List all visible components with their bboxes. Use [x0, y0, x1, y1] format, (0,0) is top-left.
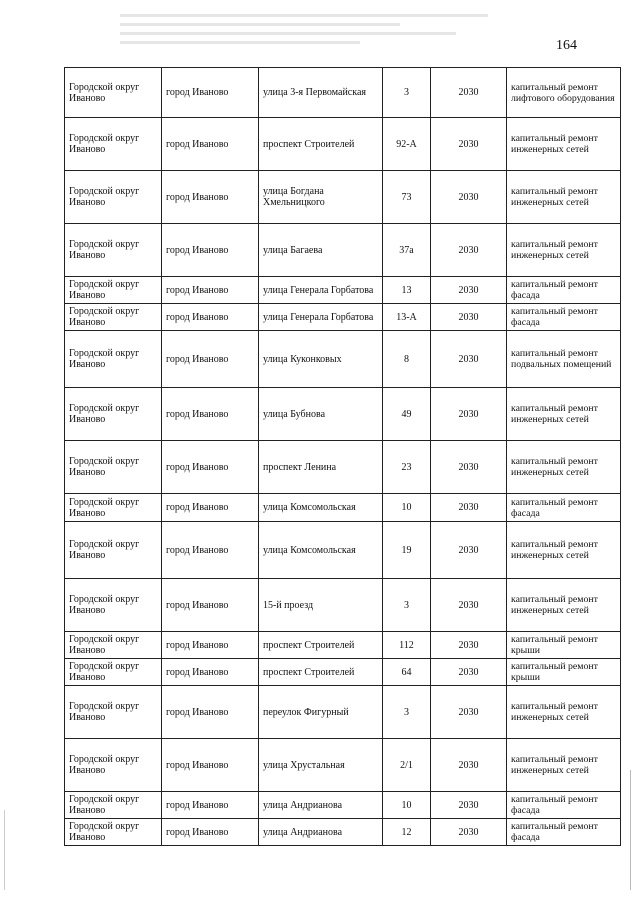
work-type-cell: капитальный ремонт инженерных сетей	[507, 224, 621, 277]
year-cell: 2030	[431, 632, 507, 659]
scan-edge-line-left	[4, 810, 5, 890]
work-type-cell: капитальный ремонт инженерных сетей	[507, 388, 621, 441]
street-cell: улица Куконковых	[259, 331, 383, 388]
house-number-cell: 49	[383, 388, 431, 441]
table-row	[65, 819, 621, 846]
year-cell: 2030	[431, 739, 507, 792]
table-row	[65, 304, 621, 331]
street-cell: улица Богдана Хмельницкого	[259, 171, 383, 224]
year-cell: 2030	[431, 686, 507, 739]
okrug-cell: Городской округ Иваново	[65, 388, 162, 441]
work-type-cell: капитальный ремонт фасада	[507, 277, 621, 304]
street-cell: улица Андрианова	[259, 819, 383, 846]
table-row	[65, 224, 621, 277]
okrug-cell: Городской округ Иваново	[65, 739, 162, 792]
work-type-cell: капитальный ремонт инженерных сетей	[507, 522, 621, 579]
table-row	[65, 579, 621, 632]
year-cell: 2030	[431, 304, 507, 331]
street-cell: улица 3-я Первомайская	[259, 68, 383, 118]
work-type-cell: капитальный ремонт инженерных сетей	[507, 686, 621, 739]
table-row	[65, 441, 621, 494]
okrug-cell: Городской округ Иваново	[65, 441, 162, 494]
table-row	[65, 686, 621, 739]
house-number-cell: 64	[383, 659, 431, 686]
city-cell: город Иваново	[162, 224, 259, 277]
house-number-cell: 3	[383, 686, 431, 739]
house-number-cell: 3	[383, 68, 431, 118]
street-cell: улица Комсомольская	[259, 522, 383, 579]
okrug-cell: Городской округ Иваново	[65, 522, 162, 579]
repair-registry-table	[64, 67, 621, 846]
work-type-cell: капитальный ремонт фасада	[507, 792, 621, 819]
okrug-cell: Городской округ Иваново	[65, 224, 162, 277]
city-cell: город Иваново	[162, 388, 259, 441]
table-row	[65, 792, 621, 819]
city-cell: город Иваново	[162, 441, 259, 494]
page-number: 164	[556, 38, 577, 53]
work-type-cell: капитальный ремонт крыши	[507, 632, 621, 659]
street-cell: улица Андрианова	[259, 792, 383, 819]
faded-print-through	[120, 8, 520, 58]
house-number-cell: 8	[383, 331, 431, 388]
okrug-cell: Городской округ Иваново	[65, 304, 162, 331]
okrug-cell: Городской округ Иваново	[65, 171, 162, 224]
street-cell: улица Генерала Горбатова	[259, 277, 383, 304]
year-cell: 2030	[431, 388, 507, 441]
okrug-cell: Городской округ Иваново	[65, 118, 162, 171]
year-cell: 2030	[431, 171, 507, 224]
house-number-cell: 13-А	[383, 304, 431, 331]
street-cell: улица Бубнова	[259, 388, 383, 441]
okrug-cell: Городской округ Иваново	[65, 659, 162, 686]
work-type-cell: капитальный ремонт крыши	[507, 659, 621, 686]
street-cell: проспект Строителей	[259, 632, 383, 659]
street-cell: улица Багаева	[259, 224, 383, 277]
okrug-cell: Городской округ Иваново	[65, 277, 162, 304]
city-cell: город Иваново	[162, 331, 259, 388]
street-cell: улица Комсомольская	[259, 494, 383, 522]
year-cell: 2030	[431, 331, 507, 388]
house-number-cell: 92-А	[383, 118, 431, 171]
street-cell: переулок Фигурный	[259, 686, 383, 739]
okrug-cell: Городской округ Иваново	[65, 331, 162, 388]
house-number-cell: 3	[383, 579, 431, 632]
okrug-cell: Городской округ Иваново	[65, 792, 162, 819]
okrug-cell: Городской округ Иваново	[65, 68, 162, 118]
work-type-cell: капитальный ремонт инженерных сетей	[507, 739, 621, 792]
work-type-cell: капитальный ремонт инженерных сетей	[507, 171, 621, 224]
city-cell: город Иваново	[162, 686, 259, 739]
okrug-cell: Городской округ Иваново	[65, 579, 162, 632]
table-row	[65, 331, 621, 388]
year-cell: 2030	[431, 659, 507, 686]
house-number-cell: 13	[383, 277, 431, 304]
year-cell: 2030	[431, 224, 507, 277]
table-row	[65, 739, 621, 792]
okrug-cell: Городской округ Иваново	[65, 686, 162, 739]
table-row	[65, 388, 621, 441]
okrug-cell: Городской округ Иваново	[65, 819, 162, 846]
work-type-cell: капитальный ремонт инженерных сетей	[507, 118, 621, 171]
okrug-cell: Городской округ Иваново	[65, 632, 162, 659]
city-cell: город Иваново	[162, 68, 259, 118]
house-number-cell: 23	[383, 441, 431, 494]
house-number-cell: 37а	[383, 224, 431, 277]
house-number-cell: 12	[383, 819, 431, 846]
scan-edge-line	[630, 770, 631, 890]
city-cell: город Иваново	[162, 659, 259, 686]
year-cell: 2030	[431, 579, 507, 632]
work-type-cell: капитальный ремонт фасада	[507, 819, 621, 846]
city-cell: город Иваново	[162, 277, 259, 304]
table-row	[65, 68, 621, 118]
table-row	[65, 171, 621, 224]
street-cell: проспект Ленина	[259, 441, 383, 494]
year-cell: 2030	[431, 494, 507, 522]
city-cell: город Иваново	[162, 304, 259, 331]
city-cell: город Иваново	[162, 579, 259, 632]
street-cell: проспект Строителей	[259, 659, 383, 686]
city-cell: город Иваново	[162, 171, 259, 224]
street-cell: 15-й проезд	[259, 579, 383, 632]
year-cell: 2030	[431, 792, 507, 819]
street-cell: улица Хрустальная	[259, 739, 383, 792]
table-row	[65, 118, 621, 171]
street-cell: улица Генерала Горбатова	[259, 304, 383, 331]
city-cell: город Иваново	[162, 494, 259, 522]
house-number-cell: 10	[383, 792, 431, 819]
table-row	[65, 659, 621, 686]
work-type-cell: капитальный ремонт фасада	[507, 494, 621, 522]
work-type-cell: капитальный ремонт лифтового оборудования	[507, 68, 621, 118]
work-type-cell: капитальный ремонт инженерных сетей	[507, 441, 621, 494]
work-type-cell: капитальный ремонт инженерных сетей	[507, 579, 621, 632]
house-number-cell: 112	[383, 632, 431, 659]
city-cell: город Иваново	[162, 739, 259, 792]
city-cell: город Иваново	[162, 118, 259, 171]
house-number-cell: 73	[383, 171, 431, 224]
okrug-cell: Городской округ Иваново	[65, 494, 162, 522]
year-cell: 2030	[431, 819, 507, 846]
table-row	[65, 277, 621, 304]
house-number-cell: 2/1	[383, 739, 431, 792]
city-cell: город Иваново	[162, 792, 259, 819]
table-row	[65, 494, 621, 522]
table-row	[65, 522, 621, 579]
house-number-cell: 19	[383, 522, 431, 579]
year-cell: 2030	[431, 441, 507, 494]
year-cell: 2030	[431, 68, 507, 118]
work-type-cell: капитальный ремонт фасада	[507, 304, 621, 331]
work-type-cell: капитальный ремонт подвальных помещений	[507, 331, 621, 388]
city-cell: город Иваново	[162, 522, 259, 579]
city-cell: город Иваново	[162, 632, 259, 659]
year-cell: 2030	[431, 277, 507, 304]
year-cell: 2030	[431, 522, 507, 579]
city-cell: город Иваново	[162, 819, 259, 846]
house-number-cell: 10	[383, 494, 431, 522]
street-cell: проспект Строителей	[259, 118, 383, 171]
table-row	[65, 632, 621, 659]
year-cell: 2030	[431, 118, 507, 171]
